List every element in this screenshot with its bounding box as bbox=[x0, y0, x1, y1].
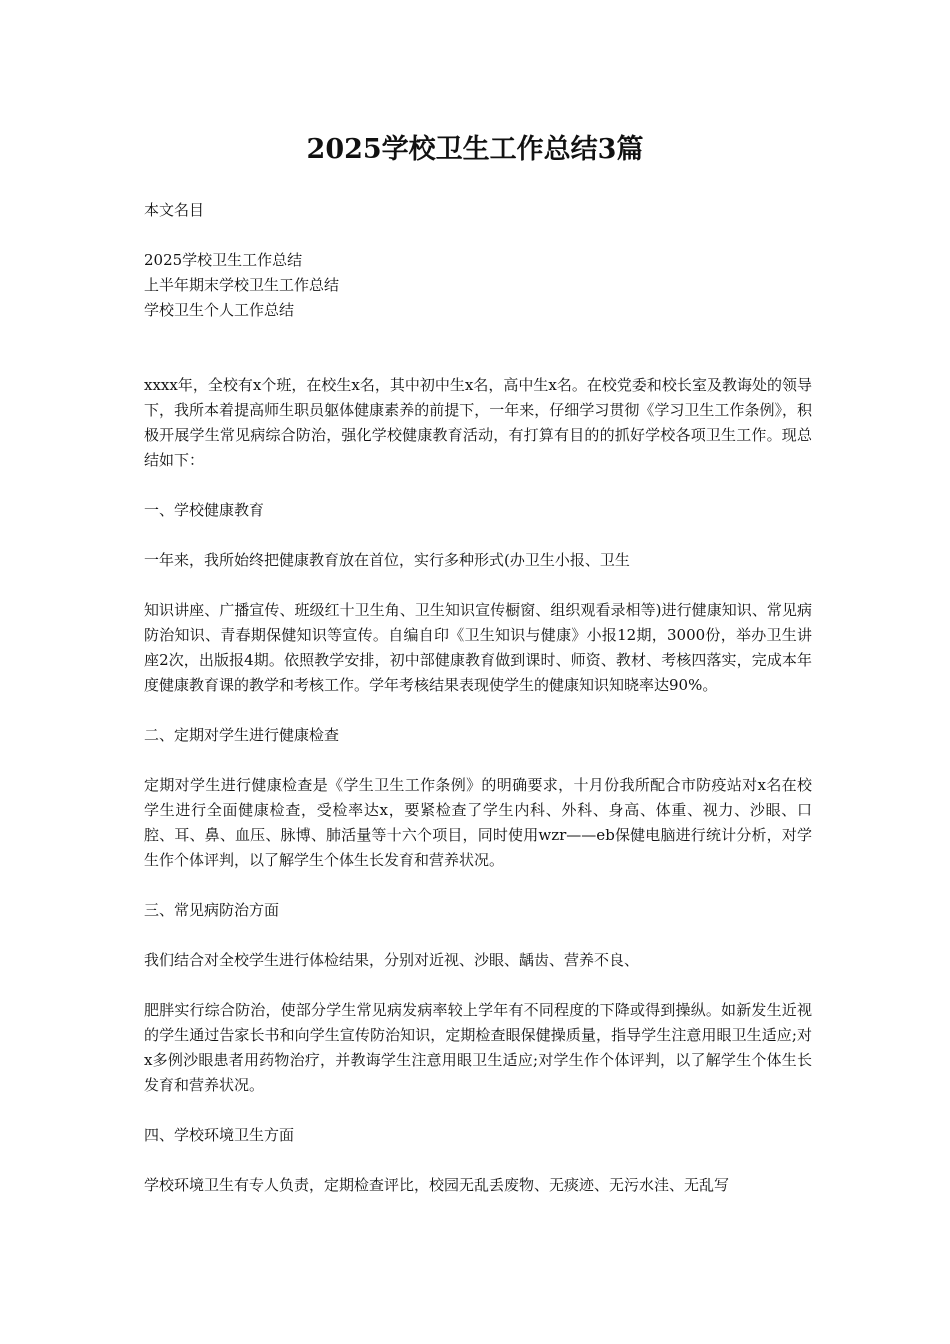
toc-item: 学校卫生个人工作总结 bbox=[144, 301, 295, 319]
body-paragraph: 一年来，我所始终把健康教育放在首位，实行多种形式(办卫生小报、卫生 bbox=[144, 551, 630, 569]
body-paragraph: 肥胖实行综合防治，使部分学生常见病发病率较上学年有不同程度的下降或得到操纵。如新发生近视的学生通过告家长书和向学生宣传防治知识，定期检查眼保健操质量，指导学生注意用眼卫生适应;对x多例沙眼患者用药物治疗，并教诲学生注意用眼卫生适应;对学生作个体评判，以了解学生个体生长发育和营养状况。 bbox=[144, 1001, 812, 1094]
section-heading: 三、常见病防治方面 bbox=[144, 901, 280, 919]
section-heading: 四、学校环境卫生方面 bbox=[144, 1126, 295, 1144]
section-heading: 一、学校健康教育 bbox=[144, 501, 265, 519]
body-paragraph: 知识讲座、广播宣传、班级红十卫生角、卫生知识宣传橱窗、组织观看录相等)进行健康知识、常见病防治知识、青春期保健知识等宣传。自编自印《卫生知识与健康》小报12期，3000份，举办卫生讲座2次，出版报4期。依照教学安排，初中部健康教育做到课时、师资、教材、考核四落实，完成本年度健康教育课的教学和考核工作。学年考核结果表现使学生的健康知识知晓率达90%。 bbox=[144, 601, 812, 694]
body-paragraph: 定期对学生进行健康检查是《学生卫生工作条例》的明确要求，十月份我所配合市防疫站对x名在校学生进行全面健康检查，受检率达x，要紧检查了学生内科、外科、身高、体重、视力、沙眼、口腔、耳、鼻、血压、脉博、肺活量等十六个项目，同时使用wzr——eb保健电脑进行统计分析，对学生作个体评判，以了解学生个体生长发育和营养状况。 bbox=[144, 776, 812, 869]
toc-item: 上半年期末学校卫生工作总结 bbox=[144, 276, 340, 294]
intro-paragraph: xxxx年，全校有x个班，在校生x名，其中初中生x名，高中生x名。在校党委和校长室及教诲处的领导下，我所本着提高师生职员躯体健康素养的前提下，一年来，仔细学习贯彻《学习卫生工作条例》，积极开展学生常见病综合防治，强化学校健康教育活动，有打算有目的的抓好学校各项卫生工作。现总结如下： bbox=[144, 376, 812, 469]
document-title: 2025学校卫生工作总结3篇 bbox=[306, 134, 644, 165]
document-body bbox=[144, 198, 812, 1223]
toc-item: 2025学校卫生工作总结 bbox=[144, 251, 303, 269]
toc-label: 本文名目 bbox=[144, 201, 205, 219]
body-paragraph: 学校环境卫生有专人负责，定期检查评比，校园无乱丢废物、无痰迹、无污水洼、无乱写 bbox=[144, 1176, 730, 1194]
body-paragraph: 我们结合对全校学生进行体检结果，分别对近视、沙眼、龋齿、营养不良、 bbox=[144, 951, 640, 969]
section-heading: 二、定期对学生进行健康检查 bbox=[144, 726, 340, 744]
